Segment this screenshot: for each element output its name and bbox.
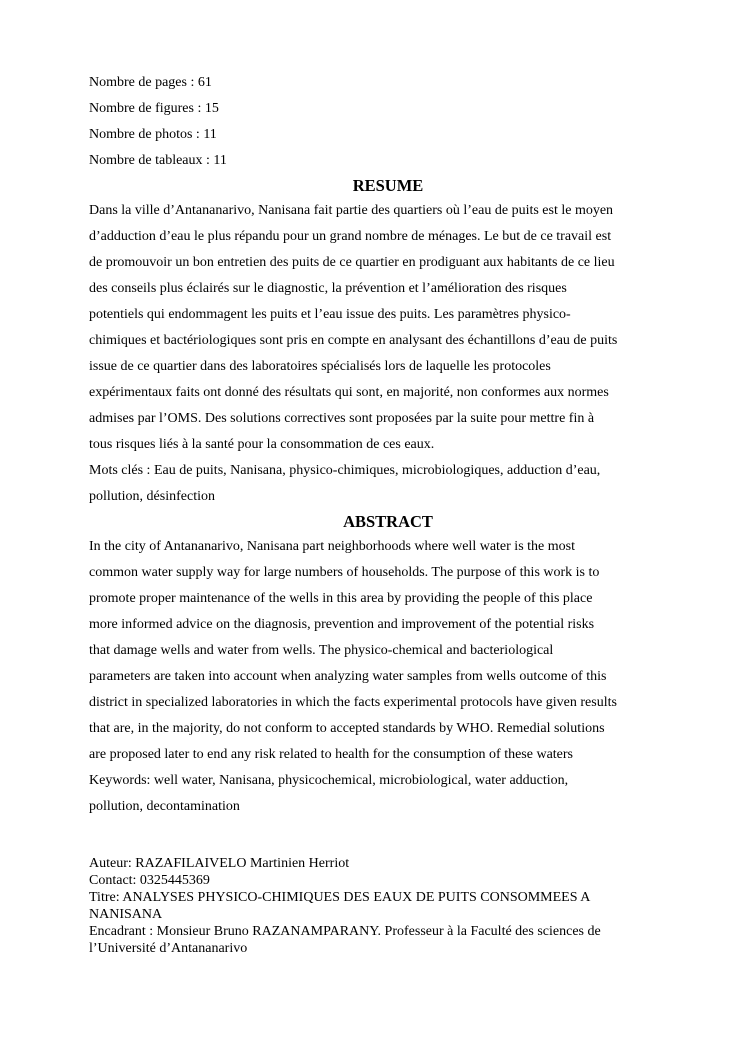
stat-tables: Nombre de tableaux : 11: [89, 153, 227, 168]
abstract-keywords: [89, 768, 657, 820]
title-line-continued: NANISANA: [89, 907, 163, 922]
resume-line: Dans la ville d’Antananarivo, Nanisana fait partie des quartiers où l’eau de puits est le moyen: [89, 203, 614, 218]
abstract-keywords-line: pollution, decontamination: [89, 799, 240, 814]
stat-photos: Nombre de photos : 11: [89, 127, 217, 142]
resume-line: tous risques liés à la santé pour la consommation de ces eaux.: [89, 437, 435, 452]
resume-line: des conseils plus éclairés sur le diagnostic, la prévention et l’amélioration des risques: [89, 281, 567, 296]
abstract-line: In the city of Antananarivo, Nanisana part neighborhoods where well water is the most: [89, 539, 575, 554]
author-info: [89, 855, 659, 957]
abstract-line: that damage wells and water from wells. The physico-chemical and bacteriological: [89, 643, 554, 658]
resume-heading: RESUME: [352, 176, 424, 195]
abstract-keywords-line: Keywords: well water, Nanisana, physicochemical, microbiological, water adduction,: [89, 773, 569, 788]
abstract-line: parameters are taken into account when analyzing water samples from wells outcome of this: [89, 669, 607, 684]
resume-line: d’adduction d’eau le plus répandu pour un grand nombre de ménages. Le but de ce travail est: [89, 229, 612, 244]
stat-pages: Nombre de pages : 61: [89, 75, 212, 90]
abstract-line: more informed advice on the diagnosis, prevention and improvement of the potential risks: [89, 617, 595, 632]
abstract-line: that are, in the majority, do not conform to accepted standards by WHO. Remedial solutions: [89, 721, 605, 736]
stat-figures: Nombre de figures : 15: [89, 101, 219, 116]
abstract-line: district in specialized laboratories in which the facts experimental protocols have given results: [89, 695, 617, 710]
author-line: Auteur: RAZAFILAIVELO Martinien Herriot: [89, 856, 350, 871]
resume-keywords-line: pollution, désinfection: [89, 489, 215, 504]
resume-line: chimiques et bactériologiques sont pris en compte en analysant des échantillons d’eau de puits: [89, 333, 618, 348]
resume-keywords-line: Mots clés : Eau de puits, Nanisana, physico-chimiques, microbiologiques, adduction d’eau,: [89, 463, 601, 478]
main-content: [89, 70, 657, 820]
abstract-section: [89, 510, 657, 820]
abstract-line: promote proper maintenance of the wells in this area by providing the people of this place: [89, 591, 593, 606]
resume-keywords: [89, 458, 657, 510]
resume-line: de promouvoir un bon entretien des puits de ce quartier en prodiguant aux habitants de ce lieu: [89, 255, 615, 270]
supervisor-line: Encadrant : Monsieur Bruno RAZANAMPARANY. Professeur à la Faculté des sciences de: [89, 924, 601, 939]
title-line: Titre: ANALYSES PHYSICO-CHIMIQUES DES EAUX DE PUITS CONSOMMEES A: [89, 890, 591, 905]
document-stats: [89, 70, 657, 174]
resume-line: admises par l’OMS. Des solutions correctives sont proposées par la suite pour mettre fin à: [89, 411, 595, 426]
resume-line: potentiels qui endommagent les puits et l’eau issue des puits. Les paramètres physico-: [89, 307, 571, 322]
contact-line: Contact: 0325445369: [89, 873, 210, 888]
abstract-body: [89, 534, 657, 768]
abstract-heading: ABSTRACT: [343, 512, 433, 531]
resume-body: [89, 198, 657, 458]
resume-section: [89, 174, 657, 510]
abstract-line: are proposed later to end any risk related to health for the consumption of these waters: [89, 747, 574, 762]
resume-line: expérimentaux faits ont donné des résultats qui sont, en majorité, non conformes aux normes: [89, 385, 609, 400]
resume-line: issue de ce quartier dans des laboratoires spécialisés lors de laquelle les protocoles: [89, 359, 551, 374]
supervisor-line-continued: l’Université d’Antananarivo: [89, 941, 248, 956]
abstract-line: common water supply way for large numbers of households. The purpose of this work is to: [89, 565, 600, 580]
